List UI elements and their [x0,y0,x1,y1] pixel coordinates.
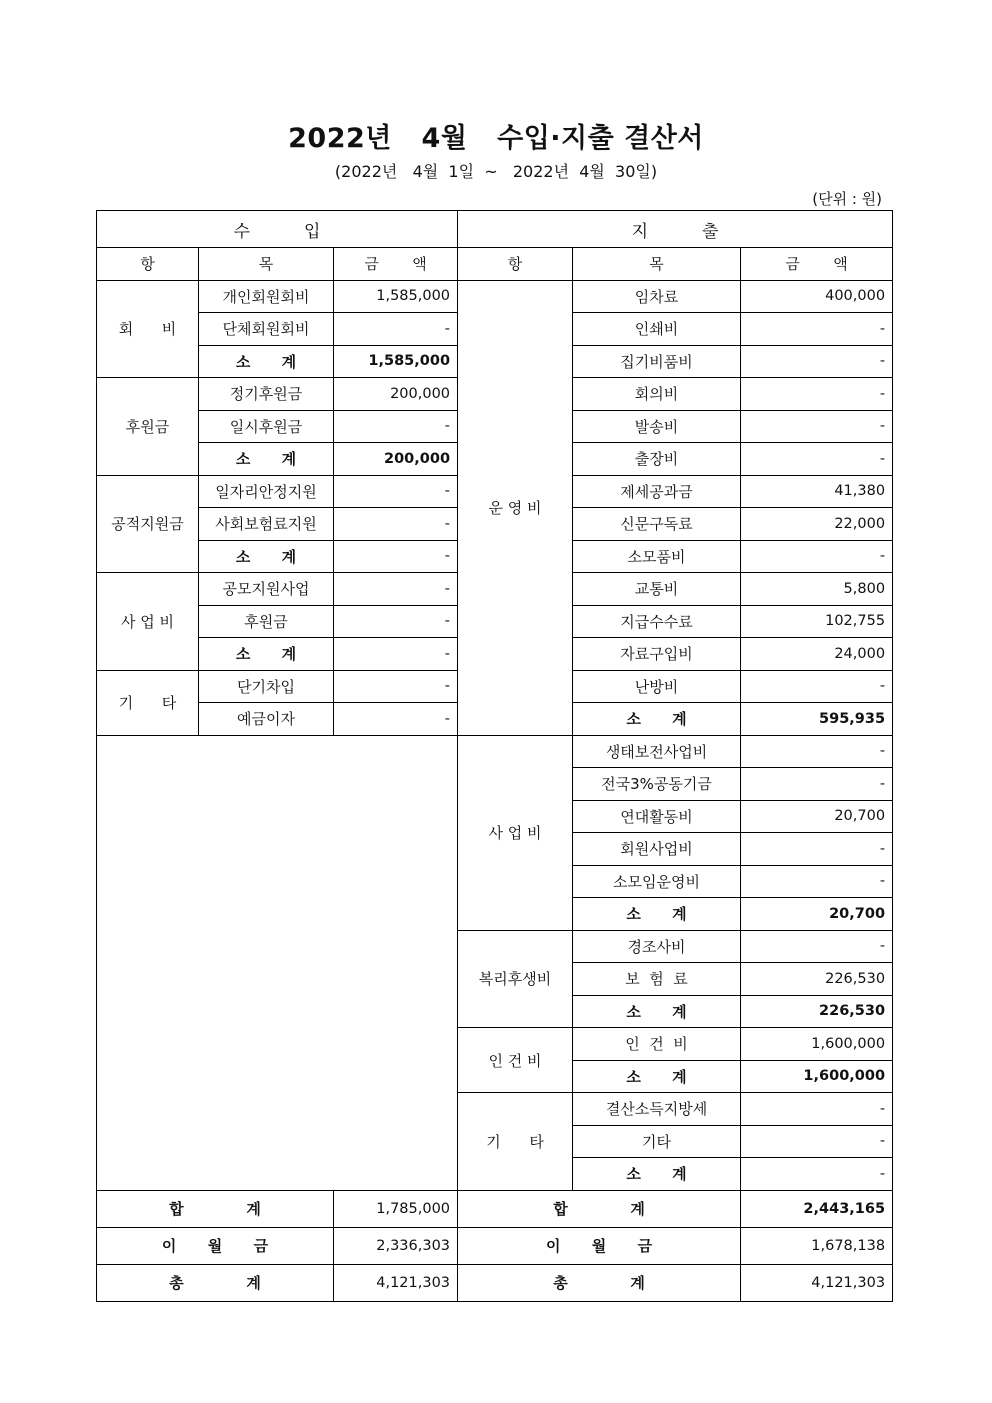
expense-total-amount: 2,443,165 [741,1190,893,1227]
income-total-amount: 1,785,000 [334,1190,458,1227]
income-item-name: 예금이자 [199,703,334,736]
expense-subtotal-amount: 226,530 [741,995,893,1028]
income-subtotal-label: 소 계 [199,638,334,671]
expense-item-name: 지급수수료 [573,605,741,638]
expense-category-other: 기 타 [458,1093,573,1191]
unit-note: (단위 : 원) [812,190,882,208]
expense-grand-total-amount: 4,121,303 [741,1264,893,1301]
expense-item-name: 보 험 료 [573,963,741,996]
expense-item-name: 인 건 비 [573,1028,741,1061]
expense-subtotal-label: 소 계 [573,1060,741,1093]
income-item-amount: - [334,605,458,638]
document-title: 2022년 4월 수입·지출 결산서 [288,123,704,154]
expense-item-name: 전국3%공동기금 [573,768,741,801]
col-header-income-amount: 금 액 [334,248,458,281]
expense-item-amount: - [741,768,893,801]
expense-item-amount: 24,000 [741,638,893,671]
income-grand-total-label: 총 계 [97,1264,334,1301]
income-carryover-label: 이 월 금 [97,1227,334,1264]
expense-subtotal-label: 소 계 [573,703,741,736]
expense-item-amount: - [741,410,893,443]
expense-grand-total-label: 총 계 [458,1264,741,1301]
col-header-expense-item: 목 [573,248,741,281]
expense-item-amount: - [741,1093,893,1126]
income-blank-area [97,735,458,1190]
expense-item-name: 회의비 [573,378,741,411]
expense-item-name: 결산소득지방세 [573,1093,741,1126]
income-grand-total-amount: 4,121,303 [334,1264,458,1301]
expense-item-amount: - [741,345,893,378]
income-item-name: 정기후원금 [199,378,334,411]
income-subtotal-amount: 200,000 [334,443,458,476]
expense-carryover-label: 이 월 금 [458,1227,741,1264]
income-item-amount: - [334,475,458,508]
income-item-amount: 1,585,000 [334,280,458,313]
expense-subtotal-label: 소 계 [573,1158,741,1191]
settlement-table [96,210,893,1302]
expense-item-name: 발송비 [573,410,741,443]
income-subtotal-label: 소 계 [199,540,334,573]
expense-item-amount: - [741,930,893,963]
income-item-amount: - [334,573,458,606]
income-item-amount: - [334,670,458,703]
income-item-name: 후원금 [199,605,334,638]
income-subtotal-amount: - [334,540,458,573]
expense-item-name: 인쇄비 [573,313,741,346]
expense-total-label: 합 계 [458,1190,741,1227]
income-item-name: 단체회원회비 [199,313,334,346]
expense-item-amount: 22,000 [741,508,893,541]
income-item-amount: - [334,703,458,736]
income-subtotal-label: 소 계 [199,345,334,378]
income-category-project: 사 업 비 [97,573,199,671]
expense-item-amount: 41,380 [741,475,893,508]
expense-item-amount: - [741,865,893,898]
expense-subtotal-amount: 595,935 [741,703,893,736]
income-item-amount: 200,000 [334,378,458,411]
expense-item-name: 생태보전사업비 [573,735,741,768]
expense-category-welfare: 복리후생비 [458,930,573,1028]
income-item-name: 사회보험료지원 [199,508,334,541]
income-category-donation: 후원금 [97,378,199,476]
income-item-amount: - [334,410,458,443]
expense-category-operations: 운 영 비 [458,280,573,735]
expense-item-amount: 1,600,000 [741,1028,893,1061]
expense-item-name: 집기비품비 [573,345,741,378]
income-item-name: 일시후원금 [199,410,334,443]
expense-item-name: 출장비 [573,443,741,476]
income-item-name: 개인회원회비 [199,280,334,313]
expense-item-amount: 226,530 [741,963,893,996]
income-category-membership: 회 비 [97,280,199,378]
expense-item-name: 임차료 [573,280,741,313]
income-subtotal-amount: - [334,638,458,671]
expense-item-name: 연대활동비 [573,800,741,833]
expense-item-amount: - [741,378,893,411]
income-subtotal-amount: 1,585,000 [334,345,458,378]
income-category-other: 기 타 [97,670,199,735]
expense-subtotal-amount: 20,700 [741,898,893,931]
document-period: (2022년 4월 1일 ~ 2022년 4월 30일) [334,162,658,181]
expense-item-name: 신문구독료 [573,508,741,541]
expense-item-name: 기타 [573,1125,741,1158]
income-item-amount: - [334,313,458,346]
expense-item-name: 자료구입비 [573,638,741,671]
expense-item-amount: - [741,313,893,346]
expense-carryover-amount: 1,678,138 [741,1227,893,1264]
expense-item-amount: - [741,735,893,768]
expense-item-amount: 20,700 [741,800,893,833]
expense-item-name: 회원사업비 [573,833,741,866]
expense-item-name: 난방비 [573,670,741,703]
expense-item-name: 제세공과금 [573,475,741,508]
expense-item-amount: - [741,833,893,866]
expense-item-amount: 102,755 [741,605,893,638]
expense-category-personnel: 인 건 비 [458,1028,573,1093]
income-section-header: 수 입 [97,211,458,248]
expense-item-amount: - [741,670,893,703]
expense-item-amount: - [741,540,893,573]
income-item-name: 일자리안정지원 [199,475,334,508]
income-category-public-support: 공적지원금 [97,475,199,573]
expense-subtotal-amount: 1,600,000 [741,1060,893,1093]
expense-item-name: 경조사비 [573,930,741,963]
income-total-label: 합 계 [97,1190,334,1227]
income-item-amount: - [334,508,458,541]
expense-item-amount: - [741,1125,893,1158]
col-header-income-category: 항 [97,248,199,281]
expense-item-amount: 400,000 [741,280,893,313]
income-carryover-amount: 2,336,303 [334,1227,458,1264]
col-header-income-item: 목 [199,248,334,281]
expense-item-name: 소모품비 [573,540,741,573]
expense-subtotal-amount: - [741,1158,893,1191]
expense-item-name: 소모임운영비 [573,865,741,898]
expense-subtotal-label: 소 계 [573,995,741,1028]
expense-item-amount: - [741,443,893,476]
income-subtotal-label: 소 계 [199,443,334,476]
expense-item-name: 교통비 [573,573,741,606]
expense-subtotal-label: 소 계 [573,898,741,931]
col-header-expense-amount: 금 액 [741,248,893,281]
expense-category-project: 사 업 비 [458,735,573,930]
income-item-name: 단기차입 [199,670,334,703]
income-item-name: 공모지원사업 [199,573,334,606]
col-header-expense-category: 항 [458,248,573,281]
expense-section-header: 지 출 [458,211,893,248]
expense-item-amount: 5,800 [741,573,893,606]
